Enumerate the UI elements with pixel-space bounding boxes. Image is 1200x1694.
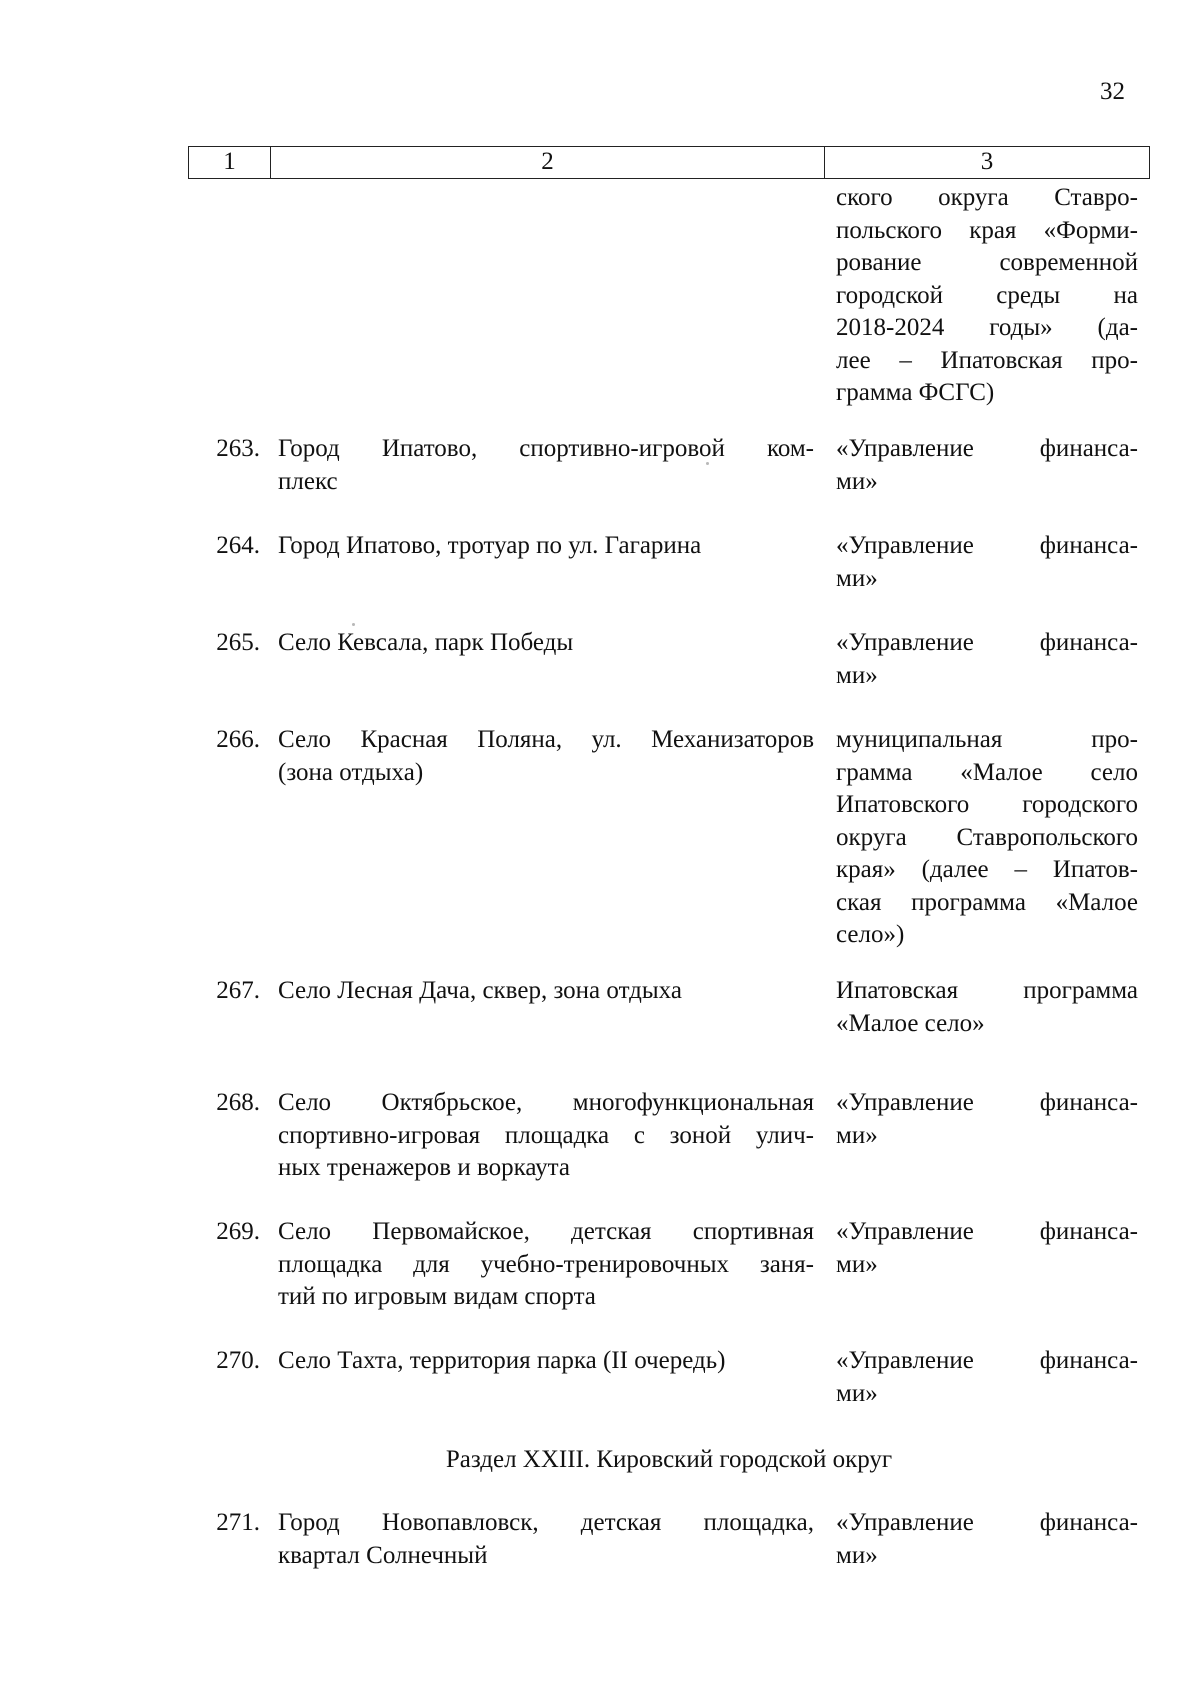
funding-source-line: ми» [836, 1379, 878, 1407]
object-name [278, 1087, 814, 1185]
funding-source-line: «Управление финанса- [836, 1509, 1138, 1536]
object-name-line: Село Красная Поляна, ул. Механизаторов [278, 726, 814, 753]
continued-line: грамма ФСГС) [836, 379, 995, 406]
section-title: Раздел XXIII. Кировский городской округ [445, 1446, 893, 1473]
row-number: 271. [216, 1509, 260, 1536]
funding-source-line: село») [836, 921, 905, 948]
funding-source-line: муниципальная про- [836, 726, 1138, 753]
object-name-line: Село Первомайское, детская спортивная [278, 1218, 814, 1245]
funding-source-line: Ипатовского городского [836, 791, 1138, 818]
object-name [278, 1216, 814, 1314]
scan-speck [706, 462, 709, 465]
object-name-line: Село Октябрьское, многофункциональная [278, 1089, 814, 1116]
continued-line: рование современной [836, 249, 1138, 276]
row-number: 264. [216, 532, 260, 559]
row-number: 265. [216, 629, 260, 656]
funding-source [836, 1087, 1138, 1152]
page-number: 32 [1100, 78, 1125, 105]
funding-source-line: ми» [836, 1250, 878, 1278]
object-name-line: Город Новопавловск, детская площадка, [278, 1509, 814, 1536]
funding-source-line: «Управление финанса- [836, 1218, 1138, 1245]
funding-source-line: грамма «Малое село [836, 758, 1138, 786]
continued-line: 2018-2024 годы» (да- [836, 314, 1138, 341]
object-name [278, 627, 814, 660]
object-name-line: Село Лесная Дача, сквер, зона отдыха [278, 977, 682, 1004]
object-name [278, 530, 814, 563]
row-number: 266. [216, 726, 260, 753]
funding-source-line: ми» [836, 1121, 878, 1149]
funding-source-line: края» (далее – Ипатов- [836, 856, 1138, 883]
row-number: 267. [216, 977, 260, 1004]
object-name-line: (зона отдыха) [278, 758, 424, 786]
object-name-line: ных тренажеров и воркаута [278, 1154, 571, 1181]
table-header [188, 146, 1150, 179]
object-name-line: спортивно-игровая площадка с зоной улич- [278, 1121, 814, 1149]
continued-line: ского округа Ставро- [836, 184, 1138, 211]
funding-source-line: «Управление финанса- [836, 435, 1138, 462]
object-name-line: плекс [278, 467, 338, 495]
funding-source-line: ми» [836, 661, 878, 689]
object-name-line: площадка для учебно-тренировочных заня- [278, 1250, 814, 1278]
header-col-1: 1 [189, 147, 271, 178]
object-name-line: Город Ипатово, спортивно-игровой ком- [278, 435, 814, 462]
funding-source [836, 724, 1138, 952]
funding-source-line: «Управление финанса- [836, 1089, 1138, 1116]
object-name-line: Город Ипатово, тротуар по ул. Гагарина [278, 532, 702, 559]
header-col-2: 2 [271, 147, 825, 178]
object-name-line: Село Кевсала, парк Победы [278, 629, 574, 656]
funding-source [836, 433, 1138, 498]
funding-source [836, 1216, 1138, 1281]
funding-source-line: ми» [836, 1541, 878, 1569]
continued-line: лее – Ипатовская про- [836, 346, 1138, 374]
header-col-3: 3 [980, 148, 994, 175]
object-name [278, 1507, 814, 1572]
funding-source-line: Ипатовская программа [836, 977, 1138, 1004]
object-name-line: квартал Солнечный [278, 1541, 488, 1569]
funding-source [836, 975, 1138, 1040]
object-name-line: тий по игровым видам спорта [278, 1283, 596, 1310]
funding-source [836, 1345, 1138, 1410]
row-number: 268. [216, 1089, 260, 1116]
funding-source-line: ми» [836, 564, 878, 592]
row-number: 263. [216, 435, 260, 462]
row-number: 270. [216, 1347, 260, 1374]
continued-source-cell [836, 182, 1138, 410]
funding-source-line: ми» [836, 467, 878, 495]
funding-source [836, 1507, 1138, 1572]
scan-speck [352, 623, 355, 626]
funding-source-line: «Управление финанса- [836, 532, 1138, 559]
object-name [278, 433, 814, 498]
funding-source-line: округа Ставропольского [836, 823, 1138, 851]
funding-source-line: ская программа «Малое [836, 888, 1138, 916]
funding-source-line: «Малое село» [836, 1009, 985, 1037]
continued-line: городской среды на [836, 281, 1138, 309]
object-name [278, 1345, 814, 1378]
object-name [278, 975, 814, 1008]
funding-source [836, 627, 1138, 692]
object-name-line: Село Тахта, территория парка (II очередь) [278, 1347, 726, 1374]
funding-source-line: «Управление финанса- [836, 1347, 1138, 1374]
funding-source-line: «Управление финанса- [836, 629, 1138, 656]
continued-line: польского края «Форми- [836, 216, 1138, 244]
object-name [278, 724, 814, 789]
funding-source [836, 530, 1138, 595]
row-number: 269. [216, 1218, 260, 1245]
